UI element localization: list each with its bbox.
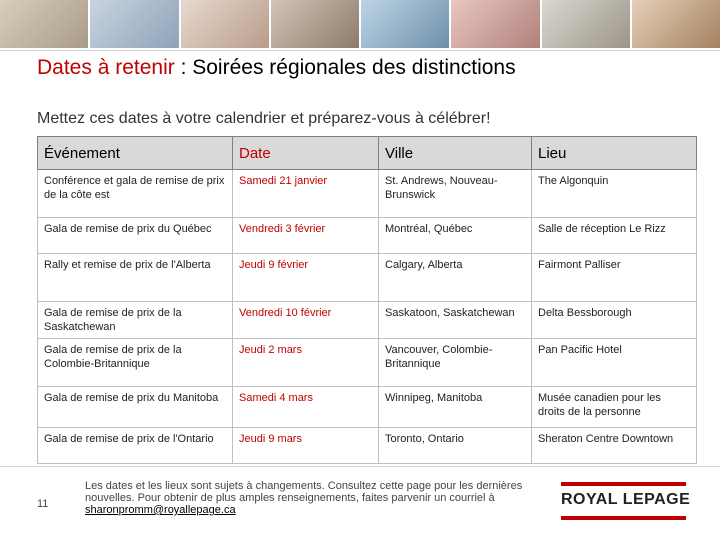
event-cell: Gala de remise de prix du Québec (38, 218, 233, 254)
city-cell: Vancouver, Colombie-Britannique (379, 339, 532, 387)
page-title-accent: Dates à retenir (37, 56, 175, 79)
event-cell: Gala de remise de prix de l'Ontario (38, 428, 233, 464)
banner-photo (181, 0, 269, 48)
banner-photo (632, 0, 720, 48)
table-row (38, 428, 697, 464)
city-cell: Winnipeg, Manitoba (379, 387, 532, 428)
city-cell: Saskatoon, Saskatchewan (379, 302, 532, 339)
city-cell: Calgary, Alberta (379, 254, 532, 302)
footnote-text: Les dates et les lieux sont sujets à changements. Consultez cette page pour les dernières nouvelles. Pour obtenir de plus amples renseignements, faites parvenir un courriel à (85, 480, 523, 504)
column-header-event: Événement (38, 137, 233, 170)
table-row (38, 339, 697, 387)
column-header-city: Ville (379, 137, 532, 170)
events-table (37, 136, 697, 464)
table-row (38, 387, 697, 428)
date-cell: Samedi 4 mars (233, 387, 379, 428)
column-header-venue: Lieu (532, 137, 697, 170)
venue-cell: Delta Bessborough (532, 302, 697, 339)
venue-cell: Musée canadien pour les droits de la personne (532, 387, 697, 428)
event-cell: Conférence et gala de remise de prix de la côte est (38, 170, 233, 218)
event-cell: Gala de remise de prix du Manitoba (38, 387, 233, 428)
venue-cell: Fairmont Palliser (532, 254, 697, 302)
photo-banner (0, 0, 720, 48)
city-cell: Montréal, Québec (379, 218, 532, 254)
footer-divider (0, 466, 720, 467)
venue-cell: Sheraton Centre Downtown (532, 428, 697, 464)
banner-photo (361, 0, 449, 48)
event-cell: Gala de remise de prix de la Saskatchewan (38, 302, 233, 339)
footnote (85, 480, 540, 516)
email-link[interactable]: sharonpromm@royallepage.ca (85, 504, 236, 516)
banner-photo (451, 0, 539, 48)
city-cell: Toronto, Ontario (379, 428, 532, 464)
table-row (38, 254, 697, 302)
banner-photo (90, 0, 178, 48)
page-title-separator: : (174, 56, 193, 79)
banner-photo (0, 0, 88, 48)
logo-wordmark: ROYAL LEPAGE (561, 491, 691, 508)
banner-photo (542, 0, 630, 48)
column-header-date: Date (233, 137, 379, 170)
date-cell: Vendredi 10 février (233, 302, 379, 339)
table-row (38, 170, 697, 218)
date-cell: Jeudi 9 février (233, 254, 379, 302)
banner-photo (271, 0, 359, 48)
event-cell: Gala de remise de prix de la Colombie-Britannique (38, 339, 233, 387)
page-title-rest: Soirées régionales des distinctions (192, 56, 516, 79)
royal-lepage-logo (561, 482, 691, 522)
table-row (38, 218, 697, 254)
venue-cell: Salle de réception Le Rizz (532, 218, 697, 254)
logo-bar-top (561, 482, 686, 486)
title-divider (0, 50, 720, 51)
venue-cell: The Algonquin (532, 170, 697, 218)
page-title (37, 56, 516, 80)
date-cell: Vendredi 3 février (233, 218, 379, 254)
date-cell: Jeudi 2 mars (233, 339, 379, 387)
date-cell: Samedi 21 janvier (233, 170, 379, 218)
event-cell: Rally et remise de prix de l'Alberta (38, 254, 233, 302)
city-cell: St. Andrews, Nouveau-Brunswick (379, 170, 532, 218)
page-subtitle: Mettez ces dates à votre calendrier et préparez-vous à célébrer! (37, 110, 491, 127)
venue-cell: Pan Pacific Hotel (532, 339, 697, 387)
logo-bar-bottom (561, 516, 686, 520)
table-header-row (38, 137, 697, 170)
date-cell: Jeudi 9 mars (233, 428, 379, 464)
page-number: 11 (37, 498, 49, 510)
table-row (38, 302, 697, 339)
